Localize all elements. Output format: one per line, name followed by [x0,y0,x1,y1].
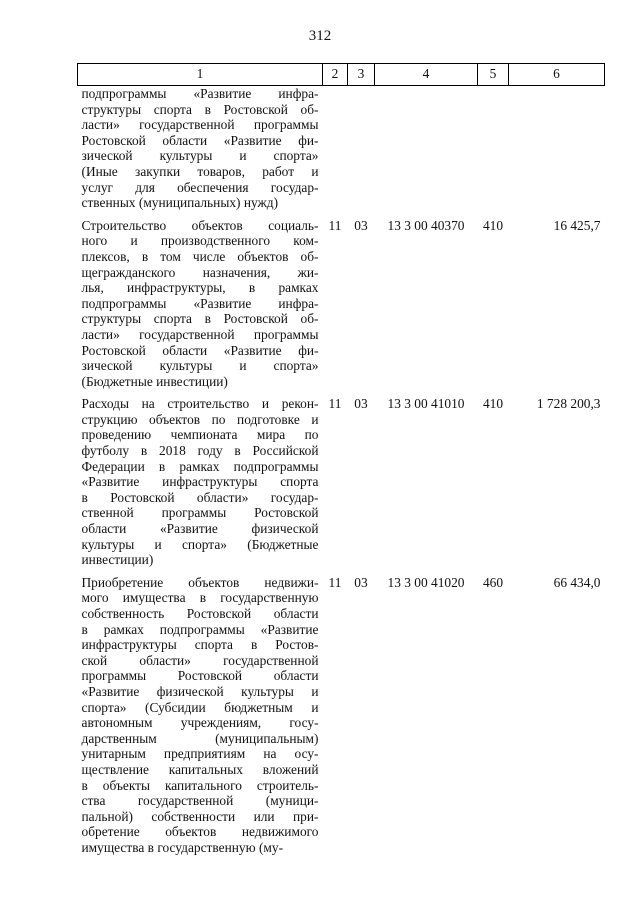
description-line: культуры и спорта» (Бюджетные [81,536,319,552]
description-line: программы Ростовской области [81,668,319,684]
expense-type-code: 410 [482,396,504,412]
table-body [78,86,605,863]
description-line: ства государственной (муници- [81,793,319,809]
description-line: пальной) собственности или при- [81,808,319,824]
header-col-2: 2 [323,64,348,86]
description-line: ного и производственного ком- [81,233,319,249]
header-col-4: 4 [375,64,478,86]
description-line: щегражданского назначения, жи- [81,264,319,280]
description-line: собственность Ростовской области [81,606,319,621]
description-line: унитарным предприятиям на осу- [81,746,319,762]
section-code: 11 [328,217,342,233]
subsection-code: 03 [354,396,368,412]
expense-type-code [478,86,509,218]
expense-type-code: 460 [482,574,504,590]
budget-table [77,63,605,863]
description-line: Ростовской области «Развитие фи- [81,342,319,358]
amount [509,86,605,218]
description-line: Федерации в рамках подпрограммы [81,458,319,474]
description-line: Приобретение объектов недвижи- [81,574,319,590]
amount: 66 434,0 [553,574,601,590]
description-line: структуры спорта в Ростовской об- [81,311,319,327]
page-number: 312 [308,28,332,44]
description-line: Строительство объектов социаль- [81,217,319,233]
section-code: 11 [328,574,342,590]
subsection-code: 03 [354,574,368,590]
description-line: ласти» государственной программы [81,117,319,133]
description-line: ществление капитальных вложений [81,761,319,777]
description-line: в объекты капитального строитель- [81,777,319,793]
row-description [78,575,323,863]
description-line: структуры спорта в Ростовской об- [81,101,319,117]
subsection-code: 03 [354,217,368,233]
header-col-6: 6 [509,64,605,86]
target-article-code: 13 3 00 40370 [387,217,465,233]
table-row [78,575,605,863]
description-line: ской области» государственной [81,652,319,668]
description-line: автономным учреждениям, госу- [81,715,319,731]
description-line: дарственным (муниципальным) [81,730,319,746]
table-row [78,218,605,397]
row-description [78,86,323,218]
description-line: в Ростовской области» государ- [81,489,319,505]
description-line: в рамках подпрограммы «Развитие [81,621,319,637]
description-line: зической культуры и спорта» [81,148,319,164]
subsection-code [348,86,375,218]
description-line: Ростовской области «Развитие фи- [81,132,319,148]
description-line: обретение объектов недвижимого [81,824,319,840]
description-line: лья, инфраструктуры, в рамках [81,280,319,296]
description-line: подпрограммы «Развитие инфра- [81,86,319,101]
description-line: (Иные закупки товаров, работ и [81,163,319,179]
target-article-code [375,86,478,218]
description-line: имущества в государственную (му- [81,839,284,855]
description-line: Расходы на строительство и рекон- [81,396,319,412]
section-code [323,86,348,218]
table-row [78,396,605,575]
description-line: области «Развитие физической [81,521,319,537]
section-code: 11 [328,396,342,412]
description-line: инфраструктуры спорта в Ростов- [81,637,319,653]
target-article-code: 13 3 00 41020 [387,574,465,590]
description-line: ственной программы Ростовской [81,505,319,521]
description-line: зической культуры и спорта» [81,358,319,374]
row-description [78,218,323,397]
row-description [78,396,323,575]
description-line: инвестиции) [81,552,154,568]
amount: 1 728 200,3 [536,396,601,412]
description-line: струкцию объектов по подготовке и [81,411,319,427]
description-line: мого имущества в государственную [81,590,319,606]
description-line: (Бюджетные инвестиции) [81,373,228,389]
header-col-5: 5 [478,64,509,86]
description-line: проведению чемпионата мира по [81,427,319,443]
expense-type-code: 410 [482,217,504,233]
target-article-code: 13 3 00 41010 [387,396,465,412]
description-line: «Развитие инфраструктуры спорта [81,474,319,490]
header-col-1: 1 [78,64,323,86]
description-line: ласти» государственной программы [81,326,319,342]
description-line: спорта» (Субсидии бюджетным и [81,699,319,715]
header-row [78,64,605,86]
table-row [78,86,605,218]
description-line: ственных (муниципальных) нужд) [81,195,279,211]
header-col-3: 3 [348,64,375,86]
description-line: подпрограммы «Развитие инфра- [81,295,319,311]
description-line: плексов, в том числе объектов об- [81,248,319,264]
description-line: услуг для обеспечения государ- [81,179,319,195]
description-line: футболу в 2018 году в Российской [81,443,319,459]
amount: 16 425,7 [553,217,601,233]
description-line: «Развитие физической культуры и [81,683,319,699]
